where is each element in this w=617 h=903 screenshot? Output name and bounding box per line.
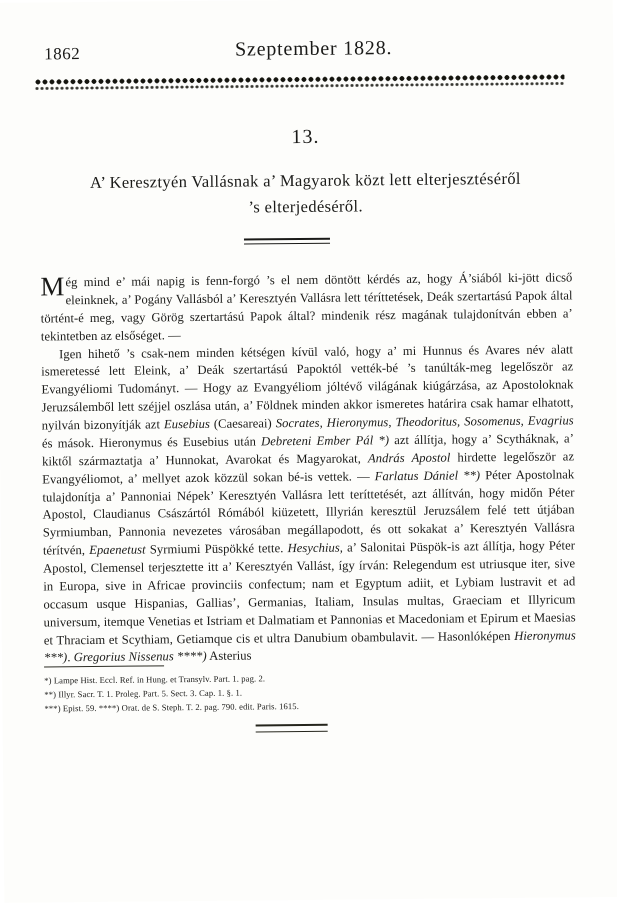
p2-seg-2: (Caesareai) [209, 416, 276, 431]
page-number: 1862 [44, 44, 81, 64]
footnote-item: ***) Epist. 59. ****) Orat. de S. Steph. T. 2. pag. 790. edit. Paris. 1615. [44, 700, 299, 713]
p2-seg-5: hirdette legelőször az Evangyéliomot, a’ mellyet azok közzül sokan bé-is vettek. — [42, 449, 575, 487]
p2-seg-6: Péter Apostolnak tulajdonítja a’ Pannoniai Népek’ Keresztyén Vallásra lett teríttetését, azt állítván, hogy midőn Péter Apostol, Claudianus Császártól Rómából kiüzetett, Illyrián keresztül Jeruzsálem felé tett útjában Syrmiumban, Pannonia nevezetes városában megállapodott, és ott sokakat a’ Keresztyén Vallásra térítvén, [42, 466, 575, 558]
p2-seg-10: Asterius [206, 648, 252, 664]
running-title: Szeptember 1828. [234, 37, 393, 61]
drop-cap: M [40, 271, 65, 302]
article-body [40, 269, 576, 667]
p2-italic-hesychius: Hesychius, [287, 540, 344, 556]
footnote-item: **) Illyr. Sacr. T. 1. Proleg. Part. 5. Sect. 3. Cap. 1. §. 1. [44, 687, 243, 700]
article-title [35, 165, 575, 221]
article-title-line-1: A’ Keresztyén Vallásnak a’ Magyarok közt lett elterjesztéséről [89, 168, 521, 193]
p2-seg-3: és mások. Hieronymus és Eusebius után [41, 434, 262, 451]
p2-italic-gregorius: Gregorius Nissenus ****) [73, 649, 207, 665]
body-paragraph-1 [40, 269, 573, 346]
p2-seg-1: Igen hihető ’s csak-nem minden kétségen kívül való, hogy a’ mi Hunnus és Avares név alatt ismeretessé lett Eleink, a’ Deák szertartású Papoktól vették-bé ’s tanúlták-meg legelőször az Evangyéliomi Tudományt. — Hogy az Evangyéliom jóltévő világának kiúgárzása, az Apostoloknak Jeruzsálemből lett széjjel oszlása után, a’ Földnek minden akkor ismeretes határira csak hamar elhatott, nyilván bizonyítják azt [41, 341, 574, 433]
bottom-ornament-rule [256, 724, 328, 733]
body-paragraph-1-text: ég mind e’ mái napig is fenn-forgó ’s el nem döntött kérdés az, hogy Á’siából ki-jött dicső eleinknek, a’ Pogány Vallásból a’ Keresztyén Vallásra lett téríttetések, Deák szertartású Papok által történt-é meg, vagy Görög szertartású Papok által? mindenik rész magának tulajdonítván ebben a’ tekintetben az elsőséget. — [40, 270, 573, 344]
section-number: 13. [291, 125, 320, 149]
p2-italic-hieronymus: Hieronymus ***) [43, 627, 576, 665]
p2-italic-andras-apostol: András Apostol [367, 450, 451, 466]
p2-seg-7: Syrmiumi Püspökké tette. [145, 541, 288, 557]
footnotes [44, 669, 576, 715]
title-divider-rule [244, 238, 330, 245]
p2-italic-farlatus: Farlatus Dániel **) [374, 467, 481, 483]
p2-italic-ember-pal: Debreteni Ember Pál *) [261, 433, 390, 449]
p2-italic-authors: Socrates, Hieronymus, Theodoritus, Sosomenus, Evagrius [275, 413, 574, 431]
body-paragraph-2 [41, 341, 576, 668]
footnote-item: *) Lampe Hist. Eccl. Ref. in Hung. et Transylv. Part. 1. pag. 2. [44, 673, 266, 686]
p2-seg-4: azt állítja, hogy a’ Scytháknak, a’ kiktől származtatja a’ Hunnokat, Avarokat és Magyarokat, [42, 431, 574, 469]
p2-seg-9: . [67, 650, 74, 665]
page-header [44, 35, 565, 68]
p2-italic-epaenetus: Epaenetust [89, 542, 146, 558]
p2-italic-eusebius: Eusebius [163, 416, 210, 432]
p2-seg-8: a’ Salonitai Püspök-is azt állítja, hogy Péter Apostol, Clemensel terjesztette itt a’ Keresztyén Vallást, így írván: Relegendum est utriusque iter, sive in Europa, sive in Africae provinciis confectum; nam et Egyptum adiit, et Lybiam lustravit et ad occasum usque Hispanias, Gallias’, Germanias, Italiam, Insulas multas, Graeciam et Illyricum universum, itemque Venetias et Istriam et Dalmatiam et Pannonias et Macedoniam et Epirum et Maesias et Thraciam et Scythiam, Getiamque cis et ultra Danubium obambulavit. — Hasonlóképen [43, 538, 576, 647]
article-title-line-2: ’s elterjedéséről. [248, 195, 363, 217]
